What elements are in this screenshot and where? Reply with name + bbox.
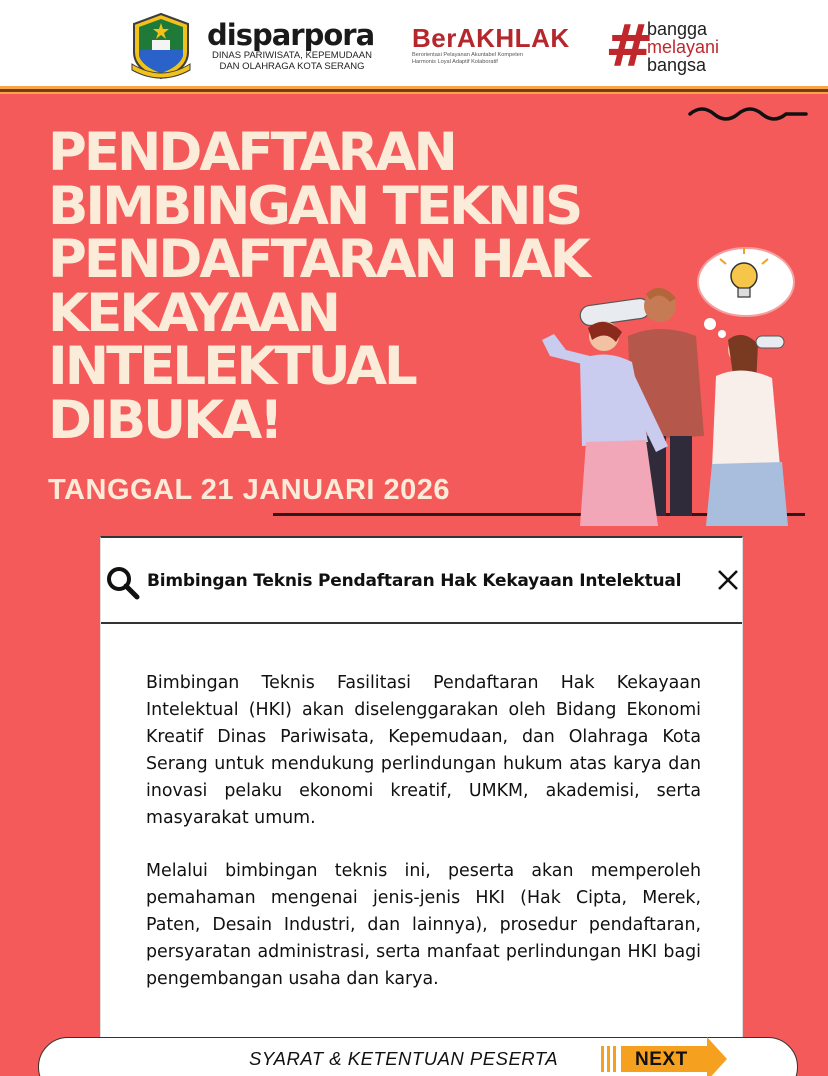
bangga-line-1: bangga <box>647 19 708 39</box>
search-icon[interactable] <box>105 565 141 601</box>
hero-title-line: INTELEKTUAL <box>48 336 415 397</box>
kota-serang-crest-icon <box>130 12 192 80</box>
description-paragraph-1: Bimbingan Teknis Fasilitasi Pendaftaran Hak Kekayaan Intelektual (HKI) akan diselenggarakan oleh Bidang Ekonomi Kreatif Dinas Pariwisata, Kepemudaan, dan Olahraga Kota Serang untuk mendukung perlindungan hukum atas karya dan inovasi pelaku ekonomi kreatif, UMKM, akademisi, serta masyarakat umum. <box>146 673 701 828</box>
card-title: Bimbingan Teknis Pendaftaran Hak Kekayaan Intelektual <box>147 571 682 591</box>
header-divider <box>0 86 828 94</box>
hero-title-line: KEKAYAAN <box>48 282 338 344</box>
bangga-line-2: melayani <box>647 37 720 57</box>
disparpora-subtitle-2: DAN OLAHRAGA KOTA SERANG <box>219 61 365 72</box>
disparpora-logo <box>207 20 387 72</box>
bangga-words <box>647 20 719 74</box>
berakhlak-tagline-1: Berorientasi Pelayanan Akuntabel Kompeten <box>412 52 524 58</box>
header <box>0 0 828 88</box>
footer-nav <box>38 1037 798 1076</box>
hero-title-line: BIMBINGAN TEKNIS <box>48 175 581 237</box>
event-date: TANGGAL 21 JANUARI 2026 <box>48 474 451 506</box>
disparpora-subtitle-1: DINAS PARIWISATA, KEPEMUDAAN <box>212 50 372 61</box>
bangga-melayani-bangsa-logo <box>605 12 755 80</box>
bangga-line-3: bangsa <box>647 55 707 75</box>
hero-title-line: PENDAFTARAN HAK <box>48 229 588 290</box>
description-paragraph-2: Melalui bimbingan teknis ini, peserta akan memperoleh pemahaman mengenai jenis-jenis HKI (Hak Cipta, Merek, Paten, Desain Industri, dan lainnya), prosedur pendaftaran, persyaratan administrasi, serta manfaat perlindungan HKI bagi pengembangan usaha dan karya. <box>146 861 701 989</box>
info-card <box>100 536 743 1076</box>
bangga-hash: # <box>605 12 654 80</box>
requirements-link[interactable]: SYARAT & KETENTUAN PESERTA <box>249 1048 559 1069</box>
squiggle-decoration <box>688 102 808 128</box>
hero-title-line: DIBUKA! <box>48 389 281 451</box>
close-icon[interactable] <box>716 568 740 592</box>
next-button[interactable] <box>599 1037 729 1076</box>
people-looking-illustration <box>520 236 820 526</box>
disparpora-wordmark: disparpora <box>207 18 375 52</box>
lightbulb-icon <box>698 248 794 338</box>
berakhlak-tagline-2: Harmonis Loyal Adaptif Kolaboratif <box>412 59 498 65</box>
card-header <box>101 538 742 624</box>
next-button-label: NEXT <box>635 1049 688 1070</box>
berakhlak-logo <box>412 24 587 66</box>
berakhlak-wordmark: BerAKHLAK <box>412 23 570 53</box>
hero-title-line: PENDAFTARAN <box>48 122 455 183</box>
